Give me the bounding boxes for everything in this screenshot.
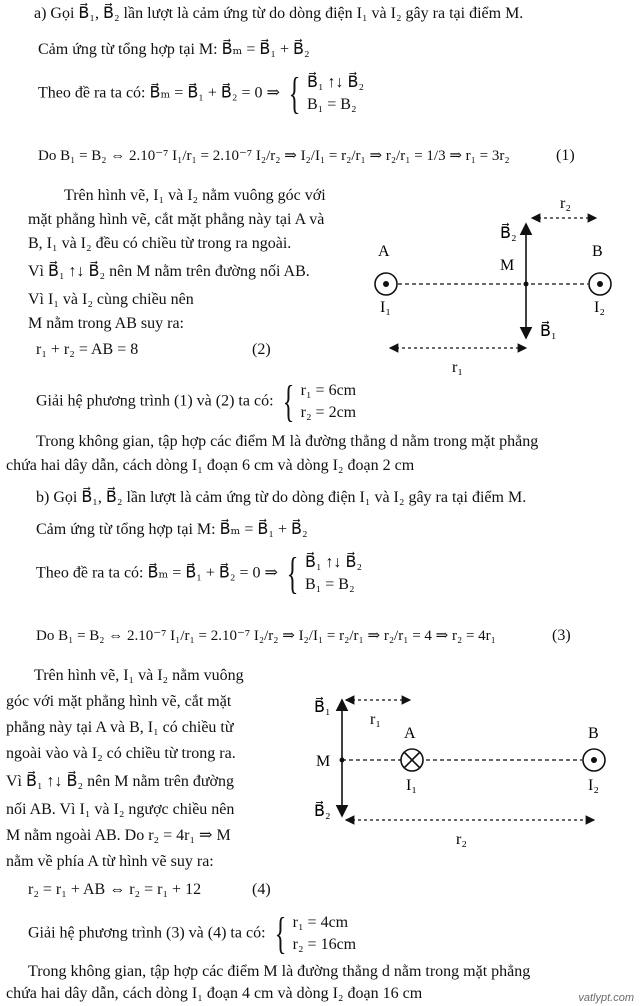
label-m: M [316, 753, 331, 770]
part-b-text-line: nối AB. Vì I₁ và I₂ ngược chiều nên [6, 801, 235, 818]
condition-lead: Theo đề ra ta có: B⃗ₘ = B⃗₁ + B⃗₂ = 0 ⇒ [38, 84, 280, 102]
part-b-conclusion-line: Trong không gian, tập hợp các điểm M là đường thẳng d nằm trong mặt phẳng [28, 963, 531, 980]
part-b-equation-tag: (3) [552, 627, 571, 644]
part-b-condition [36, 549, 363, 598]
label-a: A [378, 243, 390, 260]
label-b2: B⃗₂ [314, 803, 331, 820]
part-a-intro: a) Gọi B⃗₁, B⃗₂ lần lượt là cảm ứng từ do dòng điện I₁ và I₂ gây ra tại điểm M. [34, 5, 524, 22]
figure-b [306, 690, 632, 850]
part-b-text-line: ngoài vào và I₂ có chiều từ trong ra. [6, 745, 236, 762]
condition-brace: { B⃗₁ ↑↓ B⃗₂ B₁ = B₂ [286, 549, 363, 598]
part-a-text-line: Trên hình vẽ, I₁ và I₂ nằm vuông góc với [64, 187, 326, 204]
label-m: M [500, 257, 515, 274]
condition-row: B⃗₁ ↑↓ B⃗₂ [307, 74, 365, 91]
label-a: A [404, 725, 416, 742]
part-a-conclusion-line: Trong không gian, tập hợp các điểm M là đường thẳng d nằm trong mặt phẳng [36, 433, 539, 450]
part-a-sum-tag: (2) [252, 341, 271, 358]
system-lead: Giải hệ phương trình (3) và (4) ta có: [28, 924, 266, 942]
label-i2: I₂ [594, 299, 605, 316]
condition-row: B₁ = B₂ [307, 96, 357, 113]
system-row: r₂ = 2cm [300, 404, 357, 421]
label-r1: r₁ [370, 711, 381, 728]
part-b-sum-eq: r₂ = r₁ + AB ⇔ r₂ = r₁ + 12 [28, 881, 202, 898]
label-b: B [588, 725, 599, 742]
part-a-system [36, 377, 357, 426]
label-b1: B⃗₁ [540, 323, 557, 340]
part-b-total-field: Cảm ứng từ tổng hợp tại M: B⃗ₘ = B⃗₁ + B⃗₂ [36, 521, 308, 538]
system-row: r₂ = 16cm [292, 936, 357, 953]
part-a-total-field: Cảm ứng từ tổng hợp tại M: B⃗ₘ = B⃗₁ + B⃗₂ [38, 41, 310, 58]
part-a-text-line: mặt phẳng hình vẽ, cắt mặt phẳng này tại A và [28, 211, 325, 228]
part-b-text-line: Vì B⃗₁ ↑↓ B⃗₂ nên M nằm trên đường [6, 773, 234, 790]
watermark: vatlypt.com [578, 992, 634, 1004]
part-b-conclusion-line: chứa hai dây dẫn, cách dòng I₁ đoạn 4 cm và dòng I₂ đoạn 16 cm [6, 985, 423, 1002]
figure-a [360, 186, 630, 386]
label-b1: B⃗₁ [314, 699, 331, 716]
system-row: r₁ = 6cm [300, 382, 357, 399]
label-r1: r₁ [452, 359, 463, 376]
system-lead: Giải hệ phương trình (1) và (2) ta có: [36, 392, 274, 410]
part-a-text-line: M nằm trong AB suy ra: [28, 315, 184, 332]
part-b-text-line: phẳng này tại A và B, I₁ có chiều từ [6, 719, 234, 736]
part-b-text-line: góc với mặt phẳng hình vẽ, cắt mặt [6, 693, 232, 710]
condition-row: B₁ = B₂ [305, 576, 355, 593]
part-a-equation-tag: (1) [556, 147, 575, 164]
label-i1: I₁ [406, 777, 417, 794]
part-a-text-line: B, I₁ và I₂ đều có chiều từ trong ra ngoài. [28, 235, 292, 252]
label-r2: r₂ [456, 831, 467, 848]
label-b2: B⃗₂ [500, 225, 517, 242]
label-i2: I₂ [588, 777, 599, 794]
part-b-equation: Do B₁ = B₂ ⇔ 2.10⁻⁷ I₁/r₁ = 2.10⁻⁷ I₂/r₂ ⇒ I₂/I₁ = r₂/r₁ ⇒ r₂/r₁ = 4 ⇒ r₂ = 4r₁ [36, 628, 496, 644]
part-a-conclusion-line: chứa hai dây dẫn, cách dòng I₁ đoạn 6 cm và dòng I₂ đoạn 2 cm [6, 457, 415, 474]
label-r2: r₂ [560, 195, 571, 212]
label-b: B [592, 243, 603, 260]
part-b-text-line: Trên hình vẽ, I₁ và I₂ nằm vuông [34, 667, 244, 684]
condition-row: B⃗₁ ↑↓ B⃗₂ [305, 554, 363, 571]
part-a-equation: Do B₁ = B₂ ⇔ 2.10⁻⁷ I₁/r₁ = 2.10⁻⁷ I₂/r₂ ⇒ I₂/I₁ = r₂/r₁ ⇒ r₂/r₁ = 1/3 ⇒ r₁ = 3r₂ [38, 148, 510, 164]
system-brace: { r₁ = 4cm r₂ = 16cm [274, 909, 357, 958]
part-a-condition [38, 69, 365, 118]
part-b-text-line: nằm về phía A từ hình vẽ suy ra: [6, 853, 214, 870]
part-b-system [28, 909, 357, 958]
part-a-text-line: Vì B⃗₁ ↑↓ B⃗₂ nên M nằm trên đường nối AB. [28, 263, 310, 280]
system-row: r₁ = 4cm [292, 914, 349, 931]
label-i1: I₁ [380, 299, 391, 316]
condition-brace: { B⃗₁ ↑↓ B⃗₂ B₁ = B₂ [288, 69, 365, 118]
part-b-text-line: M nằm ngoài AB. Do r₂ = 4r₁ ⇒ M [6, 827, 231, 844]
condition-lead: Theo đề ra ta có: B⃗ₘ = B⃗₁ + B⃗₂ = 0 ⇒ [36, 564, 278, 582]
part-b-intro: b) Gọi B⃗₁, B⃗₂ lần lượt là cảm ứng từ do dòng điện I₁ và I₂ gây ra tại điểm M. [36, 489, 527, 506]
system-brace: { r₁ = 6cm r₂ = 2cm [282, 377, 357, 426]
part-a-sum-eq: r₁ + r₂ = AB = 8 [36, 341, 139, 358]
part-b-sum-tag: (4) [252, 881, 271, 898]
part-a-text-line: Vì I₁ và I₂ cùng chiều nên [28, 291, 194, 308]
